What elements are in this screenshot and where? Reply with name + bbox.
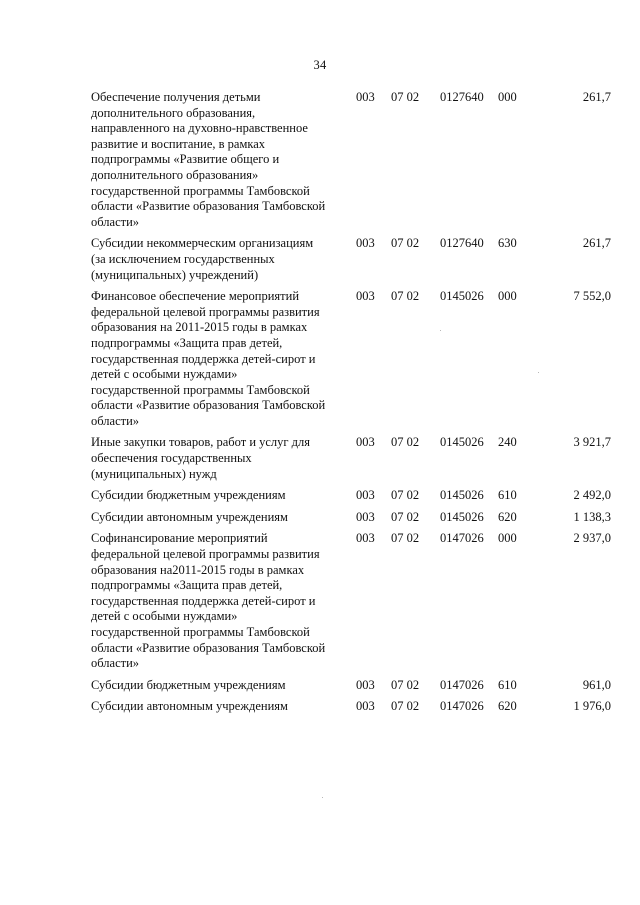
- expense-type-code: 000: [498, 289, 517, 304]
- amount: 261,7: [582, 236, 611, 251]
- expense-type-code: 630: [498, 236, 517, 251]
- amount: 1 976,0: [573, 699, 611, 714]
- table-row: [91, 435, 611, 482]
- expense-type-code: 610: [498, 677, 517, 692]
- scan-speck: [322, 797, 323, 798]
- section-code: 07 02: [391, 488, 420, 503]
- table-row: [91, 289, 611, 429]
- article-code: 0145026: [440, 435, 484, 450]
- ministry-code: 003: [356, 90, 375, 104]
- ministry-code: 003: [356, 509, 375, 524]
- ministry-code: 003: [356, 236, 375, 251]
- expense-type-code: 000: [498, 531, 517, 546]
- amount: 2 937,0: [573, 531, 611, 546]
- article-code: 0147026: [440, 699, 484, 714]
- table-row: [91, 488, 611, 504]
- row-description: Софинансирование мероприятий федеральной целевой программы развития образования на2011-2015 годы в рамках подпрограммы «Защита прав детей, государственная поддержка детей-сирот и детей с особыми нуждами» государственной программы Тамбовской области «Развитие образования Тамбовской области»: [91, 531, 326, 671]
- expense-type-code: 620: [498, 509, 517, 524]
- ministry-code: 003: [356, 531, 375, 546]
- table-row: [91, 236, 611, 283]
- article-code: 0145026: [440, 509, 484, 524]
- table-row: [91, 678, 611, 694]
- ministry-code: 003: [356, 488, 375, 503]
- section-code: 07 02: [391, 289, 420, 304]
- table-row: [91, 510, 611, 526]
- row-description: Субсидии автономным учреждениям: [91, 509, 288, 524]
- scan-speck: [440, 330, 441, 331]
- section-code: 07 02: [391, 699, 420, 714]
- table-row: [91, 90, 611, 230]
- amount: 2 492,0: [573, 488, 611, 503]
- article-code: 0147026: [440, 677, 484, 692]
- section-code: 07 02: [391, 90, 420, 104]
- article-code: 0127640: [440, 90, 484, 104]
- row-description: Субсидии автономным учреждениям: [91, 699, 288, 714]
- ministry-code: 003: [356, 699, 375, 714]
- ministry-code: 003: [356, 289, 375, 304]
- article-code: 0127640: [440, 236, 484, 251]
- section-code: 07 02: [391, 677, 420, 692]
- row-description: Иные закупки товаров, работ и услуг для обеспечения государственных (муниципальных) нужд: [91, 435, 311, 481]
- table-row: [91, 531, 611, 671]
- amount: 7 552,0: [573, 289, 611, 304]
- expense-type-code: 000: [498, 90, 517, 104]
- row-description: Субсидии бюджетным учреждениям: [91, 488, 286, 503]
- article-code: 0145026: [440, 289, 484, 304]
- table-row: [91, 699, 611, 715]
- amount: 3 921,7: [573, 435, 611, 450]
- expense-type-code: 240: [498, 435, 517, 450]
- page-number: 34: [313, 58, 327, 72]
- amount: 261,7: [582, 90, 611, 104]
- article-code: 0145026: [440, 488, 484, 503]
- ministry-code: 003: [356, 677, 375, 692]
- section-code: 07 02: [391, 435, 420, 450]
- ministry-code: 003: [356, 435, 375, 450]
- expense-type-code: 610: [498, 488, 517, 503]
- row-description: Субсидии бюджетным учреждениям: [91, 677, 286, 692]
- budget-table: [91, 90, 611, 721]
- section-code: 07 02: [391, 236, 420, 251]
- row-description: Финансовое обеспечение мероприятий федеральной целевой программы развития образования на 2011-2015 годы в рамках подпрограммы «Защита прав детей, государственная поддержка детей-сирот и детей с особыми нуждами» государственной программы Тамбовской области «Развитие образования Тамбовской области»: [91, 289, 326, 428]
- article-code: 0147026: [440, 531, 484, 546]
- expense-type-code: 620: [498, 699, 517, 714]
- section-code: 07 02: [391, 531, 420, 546]
- row-description: Обеспечение получения детьми дополнительного образования, направленного на духовно-нравственное развитие и воспитание, в рамках подпрограммы «Развитие общего и дополнительного образования» государственной программы Тамбовской области «Развитие образования Тамбовской области»: [91, 90, 326, 229]
- scan-speck: [538, 372, 539, 373]
- amount: 1 138,3: [573, 509, 611, 524]
- section-code: 07 02: [391, 509, 420, 524]
- amount: 961,0: [582, 677, 611, 692]
- row-description: Субсидии некоммерческим организациям (за исключением государственных (муниципальных) учреждений): [91, 236, 314, 282]
